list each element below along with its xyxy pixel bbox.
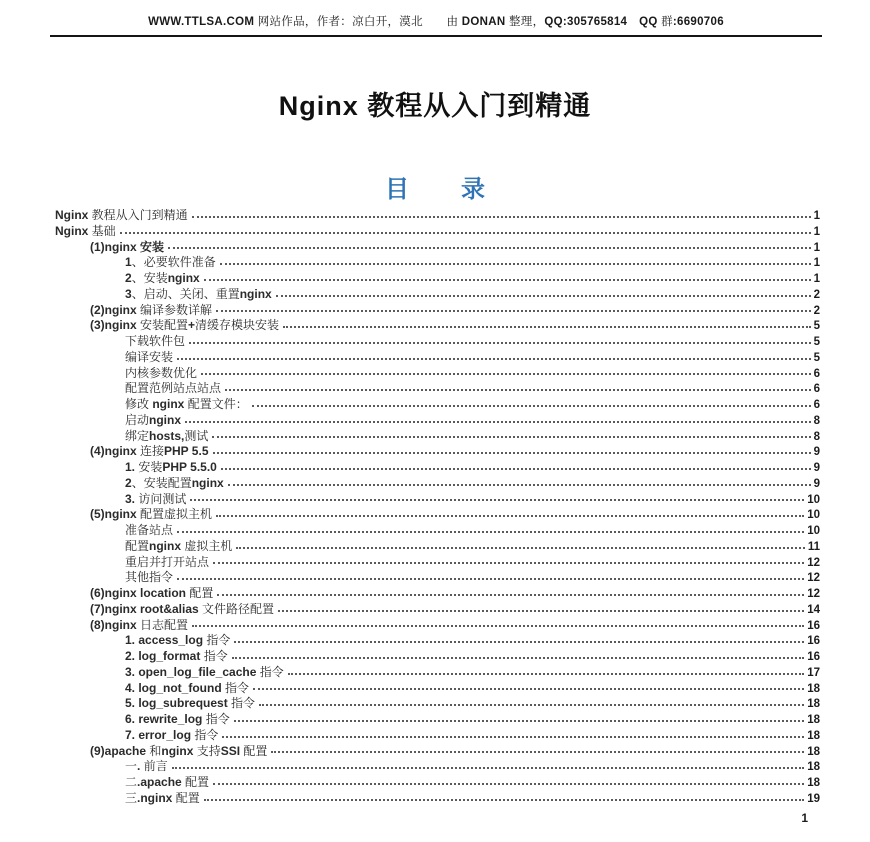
toc-entry-text: 修改 nginx 配置文件： [125, 397, 248, 411]
toc-entry-text: 6. rewrite_log 指令 [125, 712, 230, 726]
toc-dot-leader [283, 326, 811, 328]
toc-page-number: 17 [807, 666, 820, 679]
footer-page-number: 1 [801, 811, 808, 825]
toc-entry-text: 7. error_log 指令 [125, 727, 219, 742]
toc-page-number: 2 [813, 288, 820, 301]
toc-page-number: 6 [813, 399, 820, 411]
toc-page-number: 18 [807, 761, 820, 774]
toc-entry[interactable] [55, 332, 820, 348]
toc-page-number: 10 [807, 493, 820, 506]
toc-page-number: 5 [813, 351, 820, 364]
toc-entry[interactable] [55, 411, 820, 427]
toc-entry-text: 配置范例站点站点 [125, 381, 222, 396]
toc-page-number: 1 [813, 273, 820, 285]
toc-dot-leader [192, 625, 804, 627]
toc-entry[interactable] [55, 553, 820, 569]
toc-entry[interactable] [55, 269, 820, 285]
toc-page-number: 1 [813, 210, 820, 222]
toc-entry[interactable] [55, 395, 820, 411]
toc-entry[interactable] [55, 238, 820, 254]
toc-page-number: 19 [807, 792, 820, 805]
toc-dot-leader [213, 783, 804, 785]
toc-entry[interactable] [55, 458, 820, 474]
toc-entry-text: 一. 前言 [125, 759, 168, 774]
toc-entry-text: 1. access_log 指令 [125, 633, 231, 648]
toc-dot-leader [232, 657, 805, 659]
toc-entry[interactable] [55, 600, 820, 616]
toc-entry[interactable] [55, 616, 820, 632]
toc-entry[interactable] [55, 505, 820, 521]
toc-entry[interactable] [55, 316, 820, 332]
toc-page-number: 5 [813, 336, 820, 348]
document-title: Nginx 教程从入门到精通 [278, 91, 592, 121]
toc-entry[interactable] [55, 364, 820, 380]
toc-page-number: 18 [807, 729, 820, 742]
toc-dot-leader [234, 720, 804, 722]
toc-entry[interactable] [55, 222, 820, 238]
toc-entry-text: 内核参数优化 [125, 365, 198, 380]
toc-dot-leader [190, 499, 804, 501]
toc-dot-leader [189, 342, 811, 344]
toc-page-number: 8 [813, 414, 820, 427]
toc-dot-leader [217, 594, 804, 596]
toc-entry-text: (7)nginx root&alias 文件路径配置 [90, 601, 275, 616]
toc-page-number: 18 [807, 777, 820, 789]
toc-entry-text: 启动nginx [125, 412, 182, 427]
toc-entry[interactable] [55, 647, 820, 663]
toc-page-number: 9 [813, 477, 820, 490]
toc-entry[interactable] [55, 631, 820, 647]
toc-dot-leader [204, 279, 811, 281]
toc-entry[interactable] [55, 663, 820, 679]
toc-page-number: 18 [807, 745, 820, 758]
toc-entry-text: 3. open_log_file_cache 指令 [125, 664, 284, 679]
toc-page-number: 18 [807, 698, 820, 711]
toc-entry[interactable] [55, 694, 820, 710]
toc-dot-leader [120, 232, 811, 234]
toc-entry[interactable] [55, 521, 820, 537]
toc-entry[interactable] [55, 285, 820, 301]
toc-dot-leader [185, 421, 811, 423]
toc-entry-text: (1)nginx 安装 [90, 239, 165, 254]
toc-page-number: 12 [807, 556, 820, 569]
toc-entry-text: 二.apache 配置 [125, 775, 210, 789]
toc-entry[interactable] [55, 206, 820, 222]
toc-dot-leader [212, 436, 810, 438]
toc-dot-leader [216, 310, 811, 312]
toc-dot-leader [278, 610, 804, 612]
toc-dot-leader [204, 799, 805, 801]
toc-list [55, 206, 820, 805]
toc-page-number: 1 [813, 225, 820, 238]
toc-page-number: 1 [813, 241, 820, 254]
toc-entry[interactable] [55, 427, 820, 443]
toc-dot-leader [192, 216, 811, 218]
toc-dot-leader [252, 405, 811, 407]
toc-page-number: 5 [813, 320, 820, 333]
toc-entry[interactable] [55, 348, 820, 364]
toc-entry-text: 1、必要软件准备 [125, 255, 216, 270]
toc-page-number: 16 [807, 635, 820, 648]
toc-entry-text: 3. 访问测试 [125, 491, 187, 506]
toc-entry[interactable] [55, 568, 820, 584]
toc-entry[interactable] [55, 679, 820, 695]
toc-heading: 目 录 [385, 176, 499, 203]
toc-entry[interactable] [55, 584, 820, 600]
toc-page-number: 11 [807, 540, 820, 553]
toc-dot-leader [222, 736, 804, 738]
toc-entry-text: 2. log_format 指令 [125, 649, 228, 663]
toc-entry[interactable] [55, 442, 820, 458]
toc-entry-text: Nginx 基础 [55, 223, 116, 238]
document-header [50, 13, 822, 37]
toc-dot-leader [172, 767, 805, 769]
toc-entry[interactable] [55, 789, 820, 805]
toc-entry-text: 4. log_not_found 指令 [125, 680, 250, 695]
toc-page-number: 12 [807, 572, 820, 585]
header-text: WWW.TTLSA.COM 网站作品，作者：凉白开，漠北 由 DONAN 整理，QQ:305765814 QQ 群:6690706 [148, 16, 724, 28]
toc-dot-leader [213, 452, 811, 454]
toc-dot-leader [177, 531, 804, 533]
toc-dot-leader [259, 704, 804, 706]
toc-page-number: 16 [807, 651, 820, 663]
toc-entry-text: 其他指令 [125, 570, 174, 585]
toc-entry-text: 下载软件包 [125, 334, 186, 348]
toc-page-number: 16 [807, 619, 820, 632]
toc-dot-leader [228, 484, 811, 486]
toc-entry[interactable] [55, 301, 820, 317]
toc-entry-text: 编译安装 [125, 349, 174, 364]
toc-dot-leader [288, 673, 804, 675]
toc-entry-text: Nginx 教程从入门到精通 [55, 208, 188, 222]
toc-page-number: 12 [807, 588, 820, 600]
toc-dot-leader [236, 547, 804, 549]
toc-page-number: 9 [813, 446, 820, 459]
toc-entry-text: 5. log_subrequest 指令 [125, 696, 256, 711]
toc-page-number: 10 [807, 525, 820, 537]
toc-dot-leader [213, 562, 804, 564]
toc-entry[interactable] [55, 253, 820, 269]
toc-dot-leader [177, 358, 811, 360]
toc-dot-leader [253, 688, 804, 690]
toc-entry-text: (4)nginx 连接PHP 5.5 [90, 444, 209, 459]
toc-page-number: 18 [807, 714, 820, 726]
toc-entry-text: (8)nginx 日志配置 [90, 617, 189, 632]
toc-page-number: 6 [813, 367, 820, 380]
toc-entry-text: (2)nginx 编译参数详解 [90, 302, 213, 317]
toc-dot-leader [168, 247, 811, 249]
toc-entry-text: (6)nginx location 配置 [90, 586, 214, 600]
toc-entry-text: (5)nginx 配置虚拟主机 [90, 507, 213, 522]
toc-page-number: 10 [807, 509, 820, 522]
toc-entry-text: (3)nginx 安装配置+清缓存模块安装 [90, 318, 280, 333]
toc-entry[interactable] [55, 537, 820, 553]
toc-page-number: 9 [813, 462, 820, 474]
toc-page-number: 14 [807, 603, 820, 616]
toc-page-number: 6 [813, 383, 820, 396]
toc-entry[interactable] [55, 773, 820, 789]
toc-dot-leader [234, 641, 804, 643]
toc-dot-leader [177, 578, 804, 580]
toc-entry[interactable] [55, 757, 820, 773]
toc-dot-leader [221, 468, 811, 470]
toc-dot-leader [201, 373, 811, 375]
toc-page-number: 8 [813, 430, 820, 443]
toc-entry-text: 准备站点 [125, 523, 174, 537]
toc-page-number: 18 [807, 682, 820, 695]
toc-entry[interactable] [55, 726, 820, 742]
toc-entry-text: 1. 安装PHP 5.5.0 [125, 460, 217, 474]
toc-entry[interactable] [55, 490, 820, 506]
toc-entry-text: 重启并打开站点 [125, 554, 210, 569]
toc-dot-leader [271, 751, 804, 753]
toc-entry-text: 2、安装nginx [125, 271, 200, 285]
toc-page-number: 2 [813, 304, 820, 317]
toc-entry-text: 配置nginx 虚拟主机 [125, 538, 233, 553]
toc-dot-leader [220, 263, 811, 265]
toc-entry[interactable] [55, 742, 820, 758]
toc-page-number: 1 [813, 257, 820, 270]
toc-entry-text: (9)apache 和nginx 支持SSI 配置 [90, 743, 268, 758]
toc-entry-text: 三.nginx 配置 [125, 790, 200, 805]
toc-entry[interactable] [55, 379, 820, 395]
toc-dot-leader [276, 295, 811, 297]
toc-entry-text: 2、安装配置nginx [125, 475, 224, 490]
toc-entry[interactable] [55, 710, 820, 726]
toc-entry-text: 绑定hosts,测试 [125, 428, 209, 443]
toc-dot-leader [225, 389, 811, 391]
toc-entry-text: 3、启动、关闭、重置nginx [125, 286, 272, 301]
toc-dot-leader [216, 515, 804, 517]
toc-entry[interactable] [55, 474, 820, 490]
